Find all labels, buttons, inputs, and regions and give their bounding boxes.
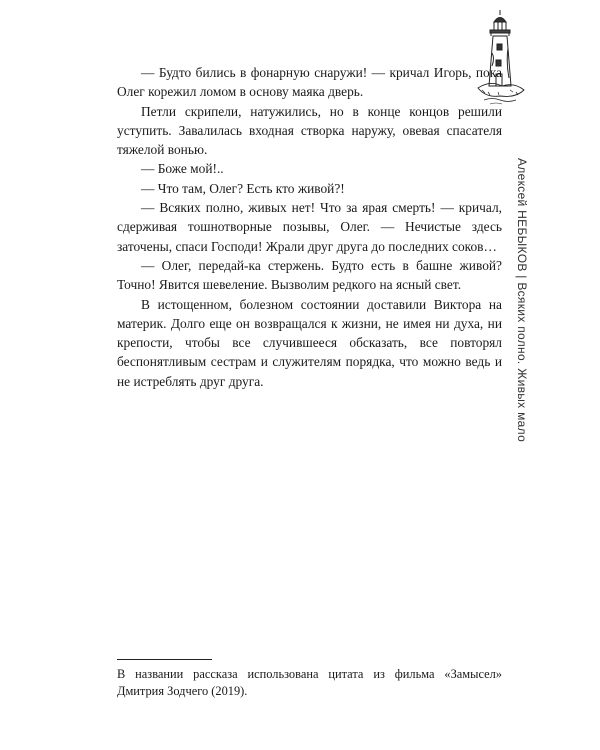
body-text xyxy=(117,63,502,391)
paragraph: — Будто бились в фонарную снаружи! — кричал Игорь, пока Олег корежил ломом в основу маяка дверь. xyxy=(117,65,502,100)
footnote-divider xyxy=(117,659,212,660)
paragraph: — Олег, передай-ка стержень. Будто есть в башне живой? Точно! Явится шевеление. Вызволим редкого на ясный свет. xyxy=(117,257,502,293)
running-head: Алексей НЕБЫКОВ | Всяких полно. Живых мало xyxy=(515,158,529,443)
paragraph: Петли скрипели, натужились, но в конце концов решили уступить. Завалилась входная створка наружу, овевая спасателя тяжелой вонью. xyxy=(117,103,502,158)
paragraph: В истощенном, болезном состоянии доставили Виктора на материк. Долго еще он возвращался к жизни, не имея ни духа, ни крепости, чтобы все случившееся обсказать, все повторял беспонятливым сестрам и служителям порядка, что можно ведь и не истреблять друг друга. xyxy=(117,296,502,389)
footnote xyxy=(117,666,502,700)
footnote-text: В названии рассказа использована цитата из фильма «Замысел» Дмитрия Зодчего (2019). xyxy=(117,667,502,698)
paragraph: — Что там, Олег? Есть кто живой?! xyxy=(141,180,345,196)
paragraph: — Всяких полно, живых нет! Что за ярая смерть! — кричал, сдерживая тошнотворные позывы, Олег. — Нечистые здесь заточены, спаси Господи! Жрали друг друга до последних соков… xyxy=(117,200,502,254)
paragraph: — Боже мой!.. xyxy=(141,161,224,177)
